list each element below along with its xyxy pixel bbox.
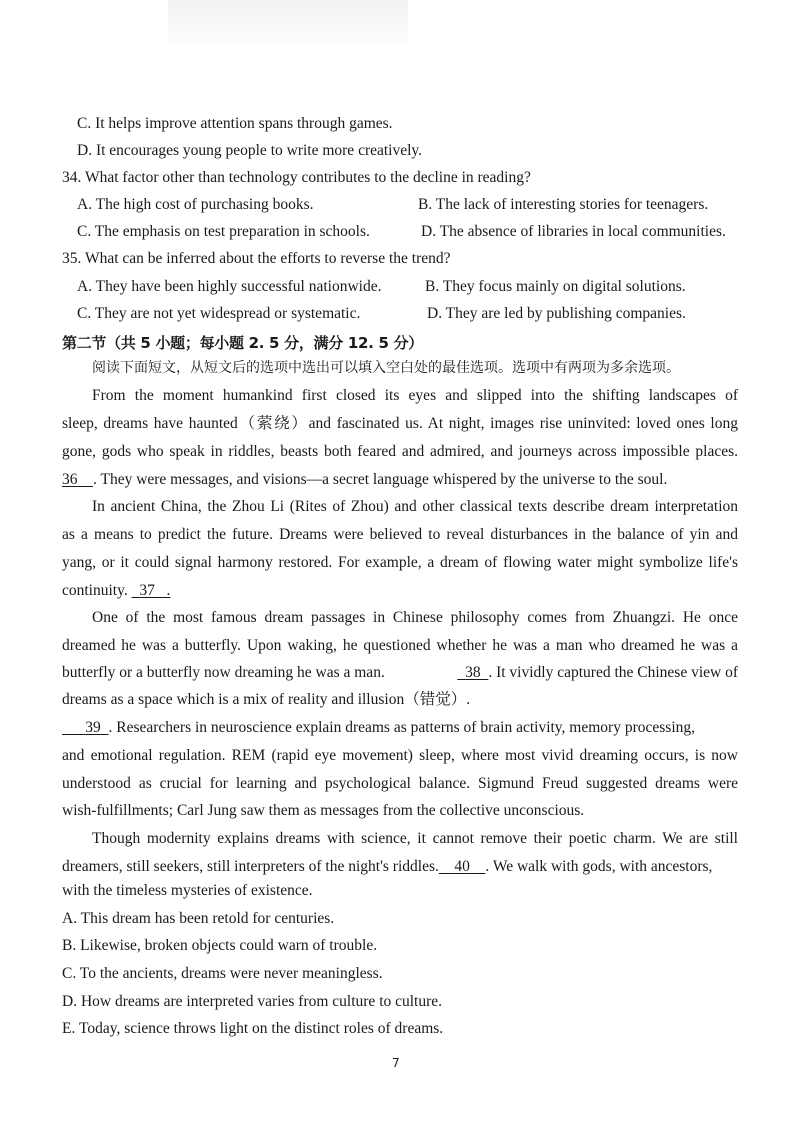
section-heading: 第二节（共 5 小题；每小题 2. 5 分，满分 12. 5 分） (62, 334, 423, 352)
blank-37: 37 (139, 582, 155, 599)
q34-stem: 34. What factor other than technology contributes to the decline in reading? (62, 169, 531, 186)
q35-option-a: A. They have been highly successful nationwide. (77, 278, 382, 295)
section-instruction: 阅读下面短文，从短文后的选项中选出可以填入空白处的最佳选项。选项中有两项为多余选项。 (92, 360, 680, 376)
option-b: B. Likewise, broken objects could warn of trouble. (62, 937, 378, 954)
passage-p4-line3: understood as crucial for learning and psychological balance. Sigmund Freud suggested dreams were (62, 775, 738, 792)
passage-p2-line1: In ancient China, the Zhou Li (Rites of Zhou) and other classical texts describe dream interpretation (92, 498, 738, 515)
passage-p3-line4: dreams as a space which is a mix of reality and illusion（错觉）. (62, 691, 471, 708)
passage-p2-line2: as a means to predict the future. Dreams were believed to reveal disturbances in the balance of yin and (62, 526, 738, 543)
blank-39: 39 (85, 719, 101, 736)
q33-option-d: D. It encourages young people to write more creatively. (77, 142, 423, 159)
q34-option-a: A. The high cost of purchasing books. (77, 196, 314, 213)
passage-p3-line2: dreamed he was a butterfly. Upon waking, he questioned whether he was a man who dreamed he was a (62, 637, 738, 654)
blank-38: 38 (465, 664, 481, 681)
passage-p3-line3: butterfly or a butterfly now dreaming he was a man. 38 . It vividly captured the Chinese view of (62, 664, 738, 681)
blank-36: 36 (62, 471, 78, 488)
q33-option-c: C. It helps improve attention spans through games. (77, 115, 393, 132)
q35-option-b: B. They focus mainly on digital solutions. (425, 278, 686, 295)
option-e: E. Today, science throws light on the distinct roles of dreams. (62, 1020, 444, 1037)
scan-artifact (168, 0, 408, 42)
q34-option-b: B. The lack of interesting stories for teenagers. (418, 196, 709, 213)
passage-p5-line3: with the timeless mysteries of existence. (62, 882, 313, 899)
passage-p4-line2: and emotional regulation. REM (rapid eye movement) sleep, where most vivid dreaming occurs, is now (62, 747, 738, 764)
passage-p2-line4: continuity. 37 . (62, 582, 171, 599)
passage-p2-end: continuity. (62, 582, 128, 599)
passage-p4-line1: 39 . Researchers in neuroscience explain dreams as patterns of brain activity, memory processing, (85, 719, 695, 736)
q34-option-c: C. The emphasis on test preparation in schools. (77, 223, 370, 240)
passage-p2-line3: yang, or it could signal harmony restored. For example, a dream of flowing water might symbolize life's (62, 554, 738, 571)
q35-option-c: C. They are not yet widespread or systematic. (77, 305, 361, 322)
passage-p1-end: . They were messages, and visions—a secret language whispered by the universe to the soul. (93, 471, 668, 488)
passage-p3-line1: One of the most famous dream passages in Chinese philosophy comes from Zhuangzi. He once (92, 609, 738, 626)
option-d: D. How dreams are interpreted varies from culture to culture. (62, 993, 443, 1010)
passage-p1-line3: gone, gods who speak in riddles, beasts both feared and admired, and journeys across impossible places. (62, 443, 738, 460)
passage-p1-line1: From the moment humankind first closed its eyes and slipped into the shifting landscapes of (92, 387, 738, 404)
q35-option-d: D. They are led by publishing companies. (427, 305, 686, 322)
passage-p1-line2: sleep, dreams have haunted（萦绕）and fascinated us. At night, images rise uninvited: loved ones long (62, 415, 738, 432)
passage-p5-line1: Though modernity explains dreams with science, it cannot remove their poetic charm. We are still (92, 830, 738, 847)
blank-40: 40 (454, 858, 470, 875)
passage-p5-line2: dreamers, still seekers, still interpreters of the night's riddles. 40 . We walk with gods, with ancestors, (62, 858, 713, 875)
option-a: A. This dream has been retold for centuries. (62, 910, 335, 927)
passage-p1-line4 (62, 470, 667, 490)
q35-stem: 35. What can be inferred about the efforts to reverse the trend? (62, 250, 451, 267)
q34-option-d: D. The absence of libraries in local communities. (421, 223, 726, 240)
page-number: 7 (392, 1056, 400, 1070)
passage-p4-line4: wish-fulfillments; Carl Jung saw them as messages from the collective unconscious. (62, 802, 585, 819)
option-c: C. To the ancients, dreams were never meaningless. (62, 965, 383, 982)
